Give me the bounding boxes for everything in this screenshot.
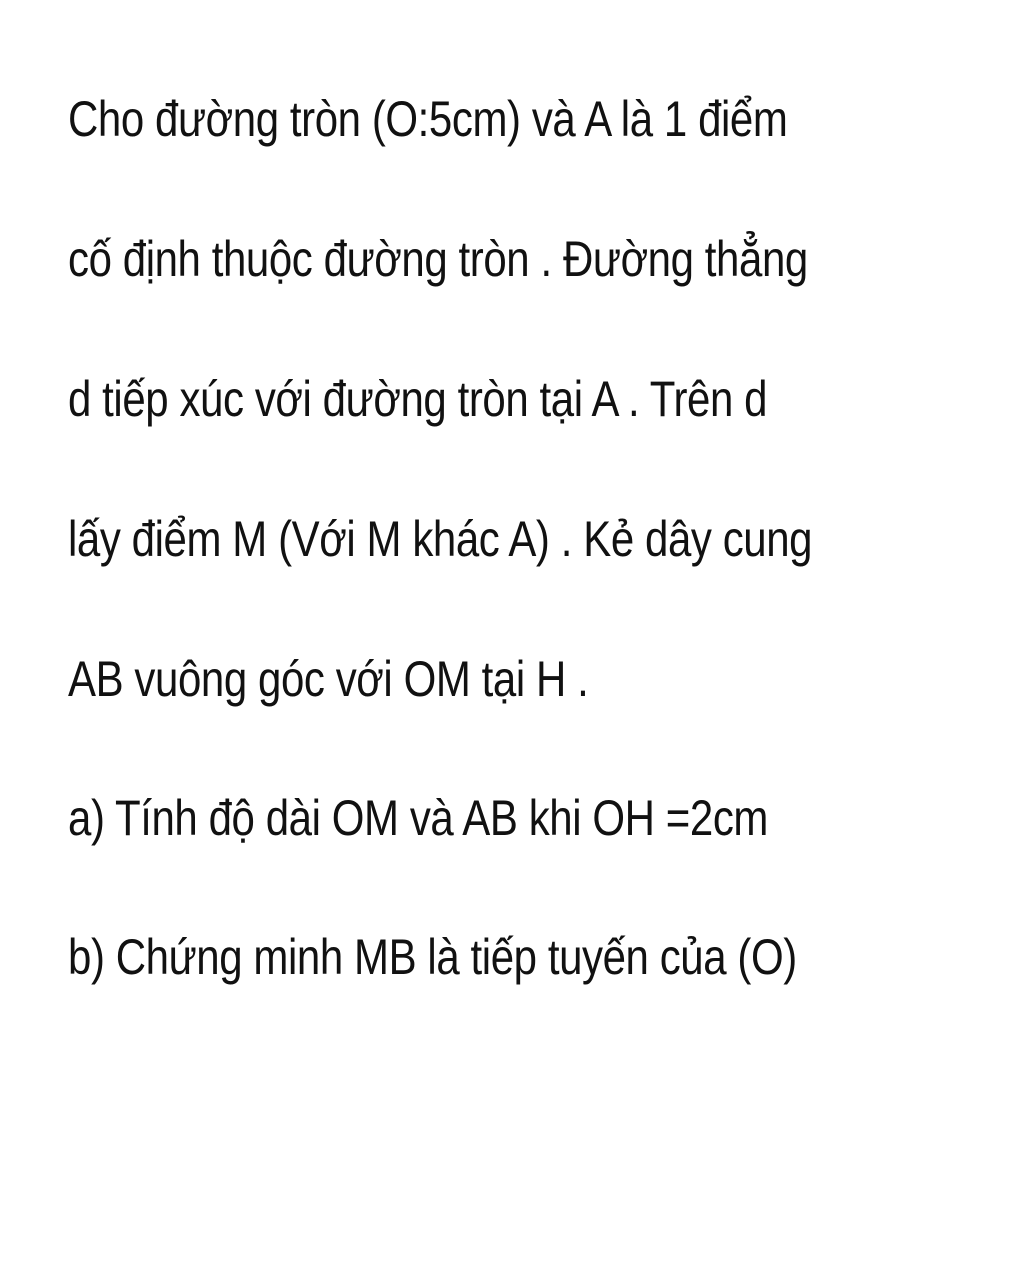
problem-line-1: Cho đường tròn (O:5cm) và A là 1 điểm bbox=[68, 91, 788, 147]
problem-line-2: cố định thuộc đường tròn . Đường thẳng bbox=[68, 231, 808, 287]
question-part-a: a) Tính độ dài OM và AB khi OH =2cm bbox=[68, 790, 769, 846]
problem-line-5: AB vuông góc với OM tại H . bbox=[68, 651, 589, 707]
problem-line-3: d tiếp xúc với đường tròn tại A . Trên d bbox=[68, 371, 768, 427]
problem-document bbox=[68, 70, 988, 1047]
problem-line-4: lấy điểm M (Với M khác A) . Kẻ dây cung bbox=[68, 511, 813, 567]
question-part-b: b) Chứng minh MB là tiếp tuyến của (O) bbox=[68, 929, 797, 985]
